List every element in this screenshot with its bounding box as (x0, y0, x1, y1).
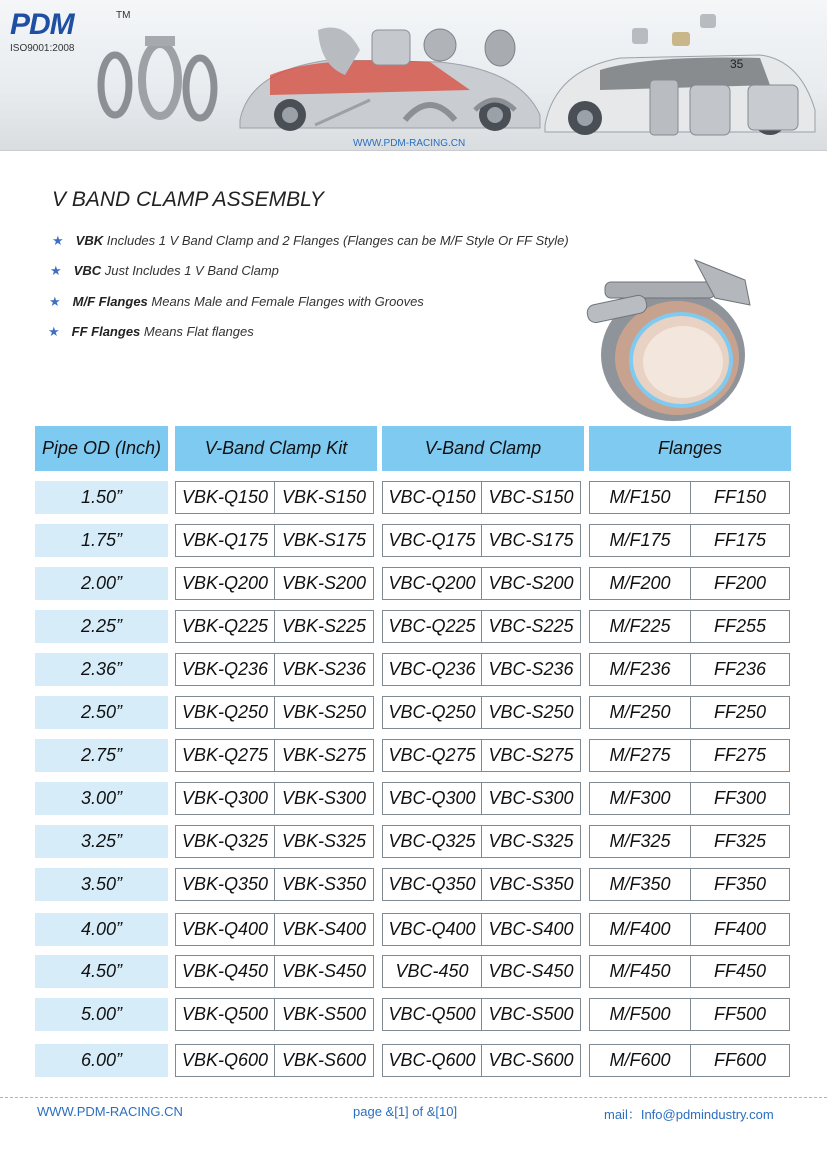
part-number-cell: VBC-Q500 (383, 999, 482, 1030)
part-number-pair (589, 739, 790, 772)
star-icon: ★ (48, 324, 60, 339)
bullet-text: Means Flat flanges (143, 324, 254, 339)
part-number-cell: VBC-S500 (488, 1004, 574, 1024)
part-number-pair (382, 653, 581, 686)
part-number-pair (382, 610, 581, 643)
part-number-cell: VBC-Q600 (383, 1045, 482, 1076)
part-number-cell: VBK-Q450 (176, 956, 275, 987)
part-number-cell: VBK-Q250 (176, 697, 275, 728)
pipe-od-cell: 1.50” (35, 481, 168, 514)
footer-website-link[interactable]: WWW.PDM-RACING.CN (37, 1104, 183, 1119)
star-icon: ★ (50, 263, 62, 278)
part-number-cell: VBK-S275 (281, 745, 367, 765)
part-number-pair (175, 524, 374, 557)
part-number-cell: M/F600 (590, 1045, 691, 1076)
part-number-cell: VBK-Q175 (176, 525, 275, 556)
part-number-cell: VBC-S450 (488, 961, 574, 981)
part-number-pair (382, 696, 581, 729)
footer-divider (0, 1097, 827, 1098)
trademark-mark: TM (116, 10, 131, 21)
pipe-od-cell: 3.25” (35, 825, 168, 858)
part-number-pair (382, 739, 581, 772)
part-number-cell: VBK-S325 (281, 831, 367, 851)
svg-text:35: 35 (730, 57, 744, 71)
part-number-cell: VBC-Q400 (383, 914, 482, 945)
part-number-cell: VBK-Q225 (176, 611, 275, 642)
part-number-cell: M/F400 (590, 914, 691, 945)
part-number-cell: FF450 (713, 961, 767, 981)
part-number-cell: VBK-Q350 (176, 869, 275, 900)
bullet-mf-flanges (49, 294, 424, 310)
part-number-pair (382, 567, 581, 600)
part-number-pair (589, 998, 790, 1031)
part-number-pair (175, 868, 374, 901)
part-number-pair (175, 913, 374, 946)
pipe-od-cell: 2.75” (35, 739, 168, 772)
part-number-cell: FF150 (713, 487, 767, 507)
part-number-pair (382, 913, 581, 946)
part-number-cell: VBC-S150 (488, 487, 574, 507)
part-number-pair (175, 481, 374, 514)
bullet-code: FF Flanges (71, 324, 141, 339)
bullet-code: VBK (75, 233, 104, 248)
part-number-cell: VBK-S150 (281, 487, 367, 507)
part-number-pair (175, 653, 374, 686)
part-number-cell: VBC-Q350 (383, 869, 482, 900)
bullet-text: Includes 1 V Band Clamp and 2 Flanges (Flanges can be M/F Style Or FF Style) (106, 233, 569, 248)
part-number-cell: FF255 (713, 616, 767, 636)
part-number-cell: FF250 (713, 702, 767, 722)
pipe-od-cell: 2.00” (35, 567, 168, 600)
part-number-cell: VBK-Q236 (176, 654, 275, 685)
part-number-cell: VBK-S175 (281, 530, 367, 550)
page-number: page &[1] of &[10] (353, 1104, 458, 1119)
part-number-cell: VBC-Q250 (383, 697, 482, 728)
part-number-pair (382, 998, 581, 1031)
part-number-cell: M/F150 (590, 482, 691, 513)
page-title: V BAND CLAMP ASSEMBLY (52, 188, 324, 211)
part-number-cell: VBK-Q200 (176, 568, 275, 599)
bullet-vbc (50, 263, 279, 279)
part-number-pair (382, 524, 581, 557)
part-number-pair (175, 696, 374, 729)
part-number-cell: VBC-Q150 (383, 482, 482, 513)
part-number-pair (175, 610, 374, 643)
pipe-od-cell: 1.75” (35, 524, 168, 557)
part-number-cell: FF236 (713, 659, 767, 679)
part-number-cell: VBC-S600 (488, 1050, 574, 1070)
part-number-cell: VBC-Q300 (383, 783, 482, 814)
part-number-cell: VBK-S225 (281, 616, 367, 636)
part-number-cell: VBK-S600 (281, 1050, 367, 1070)
part-number-cell: FF325 (713, 831, 767, 851)
part-number-cell: M/F250 (590, 697, 691, 728)
part-number-cell: VBC-Q275 (383, 740, 482, 771)
part-number-cell: M/F200 (590, 568, 691, 599)
part-number-cell: VBC-S275 (488, 745, 574, 765)
part-number-cell: FF275 (713, 745, 767, 765)
vband-clamp-photo (565, 250, 765, 425)
part-number-cell: FF600 (713, 1050, 767, 1070)
part-number-cell: VBK-S350 (281, 874, 367, 894)
logo: PDM (10, 8, 74, 41)
part-number-cell: VBK-Q325 (176, 826, 275, 857)
bullet-vbk (52, 233, 569, 249)
part-number-cell: VBC-Q325 (383, 826, 482, 857)
part-number-cell: VBK-Q150 (176, 482, 275, 513)
footer-email-link[interactable]: mail：Info@pdmindustry.com (604, 1107, 774, 1122)
part-number-pair (382, 782, 581, 815)
part-number-cell: VBC-S350 (488, 874, 574, 894)
part-number-cell: M/F450 (590, 956, 691, 987)
part-number-cell: M/F500 (590, 999, 691, 1030)
part-number-pair (175, 739, 374, 772)
bullet-ff-flanges (48, 324, 254, 340)
pipe-od-cell: 2.50” (35, 696, 168, 729)
part-number-pair (589, 653, 790, 686)
part-number-pair (589, 825, 790, 858)
part-number-cell: VBK-S450 (281, 961, 367, 981)
pipe-od-cell: 3.50” (35, 868, 168, 901)
part-number-cell: VBC-S225 (488, 616, 574, 636)
part-number-pair (382, 868, 581, 901)
part-number-cell: M/F350 (590, 869, 691, 900)
part-number-cell: VBK-S400 (281, 919, 367, 939)
header-pipe-od: Pipe OD (Inch) (35, 426, 168, 471)
part-number-cell: FF400 (713, 919, 767, 939)
bullet-code: VBC (73, 263, 102, 278)
part-number-cell: VBC-450 (383, 956, 482, 987)
part-number-cell: VBC-S250 (488, 702, 574, 722)
part-number-cell: FF500 (713, 1004, 767, 1024)
part-number-cell: FF175 (713, 530, 767, 550)
part-number-pair (589, 955, 790, 988)
part-number-cell: M/F325 (590, 826, 691, 857)
part-number-cell: FF200 (713, 573, 767, 593)
part-number-pair (175, 998, 374, 1031)
part-number-pair (175, 782, 374, 815)
part-number-pair (175, 567, 374, 600)
part-number-pair (589, 696, 790, 729)
part-number-cell: M/F175 (590, 525, 691, 556)
part-number-pair (589, 524, 790, 557)
header-flanges: Flanges (589, 426, 791, 471)
pipe-od-cell: 2.25” (35, 610, 168, 643)
header-banner (0, 0, 827, 151)
part-number-cell: VBC-S175 (488, 530, 574, 550)
part-number-cell: VBC-Q200 (383, 568, 482, 599)
part-number-pair (589, 782, 790, 815)
part-number-pair (175, 825, 374, 858)
star-icon: ★ (49, 294, 61, 309)
banner-product-photos (0, 0, 827, 150)
bullet-text: Means Male and Female Flanges with Grooves (151, 294, 424, 309)
pipe-od-cell: 2.36” (35, 653, 168, 686)
pipe-od-cell: 5.00” (35, 998, 168, 1031)
part-number-cell: VBK-S300 (281, 788, 367, 808)
part-number-cell: VBC-S236 (488, 659, 574, 679)
part-number-cell: VBC-S300 (488, 788, 574, 808)
part-number-cell: VBK-S500 (281, 1004, 367, 1024)
part-number-pair (589, 868, 790, 901)
header-vband-clamp: V-Band Clamp (382, 426, 584, 471)
part-number-cell: VBK-S236 (281, 659, 367, 679)
part-number-pair (382, 825, 581, 858)
header-website-link[interactable]: WWW.PDM-RACING.CN (353, 138, 466, 149)
part-number-cell: M/F225 (590, 611, 691, 642)
pipe-od-cell: 4.00” (35, 913, 168, 946)
part-number-pair (382, 955, 581, 988)
part-number-cell: M/F300 (590, 783, 691, 814)
part-number-cell: VBC-Q175 (383, 525, 482, 556)
part-number-pair (589, 567, 790, 600)
part-number-cell: VBC-Q225 (383, 611, 482, 642)
part-number-cell: VBC-S325 (488, 831, 574, 851)
part-number-cell: M/F236 (590, 654, 691, 685)
pipe-od-cell: 3.00” (35, 782, 168, 815)
part-number-pair (589, 1044, 790, 1077)
part-number-pair (175, 1044, 374, 1077)
part-number-pair (589, 913, 790, 946)
part-number-cell: VBK-S200 (281, 573, 367, 593)
part-number-cell: VBK-Q300 (176, 783, 275, 814)
part-number-cell: VBC-S400 (488, 919, 574, 939)
part-number-cell: VBK-Q400 (176, 914, 275, 945)
part-number-cell: VBK-Q500 (176, 999, 275, 1030)
part-number-cell: VBK-Q275 (176, 740, 275, 771)
part-number-cell: VBK-S250 (281, 702, 367, 722)
part-number-pair (382, 1044, 581, 1077)
pipe-od-cell: 6.00” (35, 1044, 168, 1077)
bullet-text: Just Includes 1 V Band Clamp (104, 263, 279, 278)
part-number-cell: FF300 (713, 788, 767, 808)
star-icon: ★ (52, 233, 64, 248)
part-number-cell: VBC-S200 (488, 573, 574, 593)
part-number-cell: FF350 (713, 874, 767, 894)
part-number-pair (589, 481, 790, 514)
part-number-pair (382, 481, 581, 514)
header-vband-clamp-kit: V-Band Clamp Kit (175, 426, 377, 471)
iso-certification: ISO9001:2008 (10, 43, 75, 54)
bullet-code: M/F Flanges (72, 294, 148, 309)
part-number-pair (589, 610, 790, 643)
part-number-cell: VBC-Q236 (383, 654, 482, 685)
part-number-cell: VBK-Q600 (176, 1045, 275, 1076)
pipe-od-cell: 4.50” (35, 955, 168, 988)
part-number-pair (175, 955, 374, 988)
part-number-cell: M/F275 (590, 740, 691, 771)
